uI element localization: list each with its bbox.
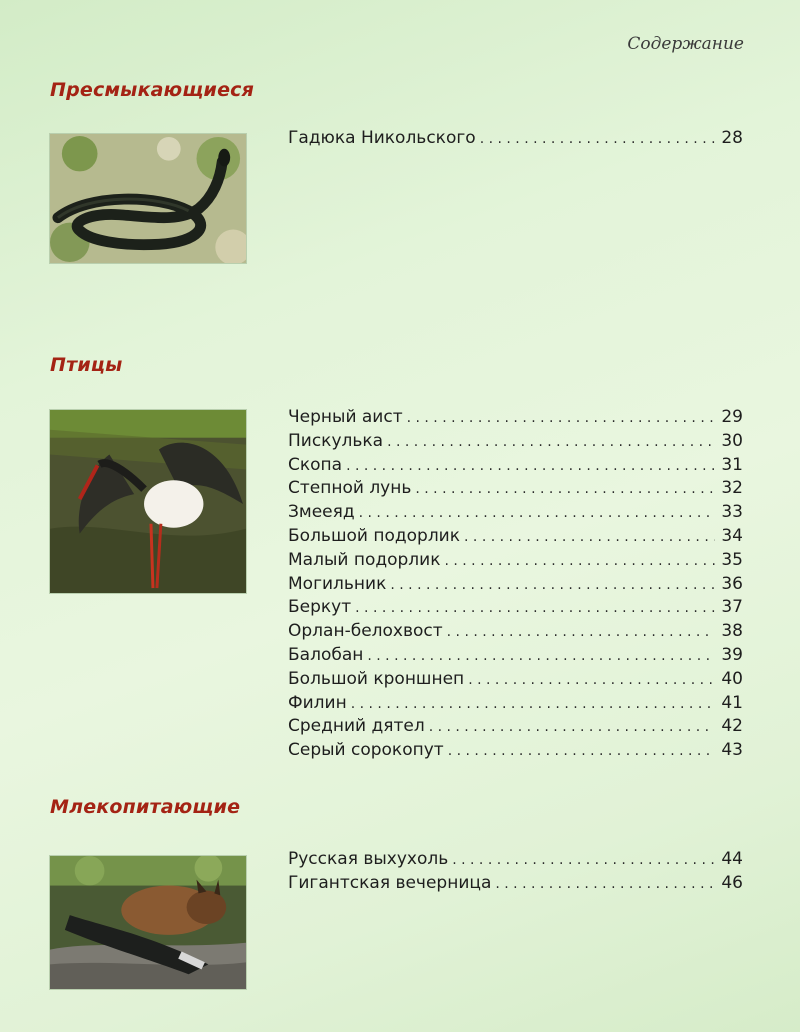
toc-entry-title: Филин bbox=[288, 692, 347, 713]
dot-leader bbox=[355, 600, 715, 616]
toc-entry-page: 35 bbox=[721, 549, 743, 570]
toc-entry[interactable] bbox=[288, 128, 743, 152]
dot-leader bbox=[367, 648, 715, 664]
stork-photo bbox=[49, 409, 247, 594]
toc-entry-page: 41 bbox=[721, 692, 743, 713]
snake-photo bbox=[49, 133, 247, 264]
toc-entry[interactable] bbox=[288, 502, 743, 526]
section-title-reptiles: Пресмыкающиеся bbox=[50, 79, 255, 101]
section-title-mammals: Млекопитающие bbox=[50, 796, 241, 818]
toc-entry-title: Могильник bbox=[288, 573, 387, 594]
toc-entry-page: 32 bbox=[721, 478, 743, 499]
dot-leader bbox=[359, 505, 715, 521]
dot-leader bbox=[429, 719, 715, 735]
toc-entry-title: Средний дятел bbox=[288, 716, 425, 737]
dot-leader bbox=[447, 624, 715, 640]
toc-entry[interactable] bbox=[288, 526, 743, 550]
toc-entry-page: 30 bbox=[721, 430, 743, 451]
toc-entry-title: Скопа bbox=[288, 454, 343, 475]
toc-entry-page: 43 bbox=[721, 740, 743, 761]
toc-entry[interactable] bbox=[288, 431, 743, 455]
toc-entry-page: 28 bbox=[721, 128, 743, 148]
toc-entry[interactable] bbox=[288, 669, 743, 693]
toc-entry[interactable] bbox=[288, 455, 743, 479]
dot-leader bbox=[407, 410, 715, 426]
toc-entry-page: 29 bbox=[721, 407, 743, 427]
toc-entry[interactable] bbox=[288, 621, 743, 645]
toc-entry-title: Черный аист bbox=[288, 407, 403, 427]
toc-entry-title: Балобан bbox=[288, 644, 364, 665]
toc-entry-title: Беркут bbox=[288, 597, 352, 618]
toc-entry-title: Пискулька bbox=[288, 430, 384, 451]
dot-leader bbox=[387, 434, 715, 450]
toc-entry-page: 46 bbox=[721, 872, 743, 893]
toc-list-birds bbox=[288, 407, 743, 764]
dot-leader bbox=[415, 481, 715, 497]
toc-entry[interactable] bbox=[288, 849, 743, 873]
toc-entry-title: Змееяд bbox=[288, 502, 355, 523]
toc-entry-title: Русская выхухоль bbox=[288, 849, 449, 869]
toc-entry-title: Орлан-белохвост bbox=[288, 621, 443, 642]
bat-photo bbox=[49, 855, 247, 990]
toc-entry-title: Большой подорлик bbox=[288, 525, 461, 546]
toc-entry-page: 31 bbox=[721, 454, 743, 475]
toc-entry[interactable] bbox=[288, 740, 743, 764]
toc-entry-title: Степной лунь bbox=[288, 478, 412, 499]
toc-entry[interactable] bbox=[288, 645, 743, 669]
dot-leader bbox=[468, 672, 715, 688]
toc-entry[interactable] bbox=[288, 574, 743, 598]
dot-leader bbox=[480, 131, 715, 147]
toc-entry-page: 42 bbox=[721, 716, 743, 737]
toc-entry[interactable] bbox=[288, 873, 743, 897]
dot-leader bbox=[464, 529, 715, 545]
toc-entry[interactable] bbox=[288, 693, 743, 717]
dot-leader bbox=[390, 577, 715, 593]
toc-entry-page: 33 bbox=[721, 502, 743, 523]
toc-entry[interactable] bbox=[288, 550, 743, 574]
toc-entry-title: Гигантская вечерница bbox=[288, 872, 492, 893]
toc-entry-page: 40 bbox=[721, 668, 743, 689]
dot-leader bbox=[448, 743, 715, 759]
toc-list-reptiles bbox=[288, 128, 743, 152]
toc-entry-page: 36 bbox=[721, 573, 743, 594]
toc-entry-title: Большой кроншнеп bbox=[288, 668, 465, 689]
toc-entry[interactable] bbox=[288, 407, 743, 431]
toc-entry-page: 34 bbox=[721, 525, 743, 546]
toc-entry-page: 44 bbox=[721, 849, 743, 869]
section-title-birds: Птицы bbox=[50, 354, 123, 376]
dot-leader bbox=[495, 876, 715, 892]
toc-list-mammals bbox=[288, 849, 743, 897]
dot-leader bbox=[452, 852, 715, 868]
toc-entry[interactable] bbox=[288, 597, 743, 621]
dot-leader bbox=[351, 696, 715, 712]
toc-entry-page: 38 bbox=[721, 621, 743, 642]
toc-entry-page: 37 bbox=[721, 597, 743, 618]
dot-leader bbox=[444, 553, 715, 569]
toc-entry-title: Серый сорокопут bbox=[288, 740, 444, 761]
toc-entry-title: Гадюка Никольского bbox=[288, 128, 476, 148]
running-head: Содержание bbox=[627, 34, 744, 54]
toc-entry-page: 39 bbox=[721, 644, 743, 665]
dot-leader bbox=[346, 458, 715, 474]
toc-entry[interactable] bbox=[288, 478, 743, 502]
toc-entry[interactable] bbox=[288, 716, 743, 740]
toc-entry-title: Малый подорлик bbox=[288, 549, 441, 570]
